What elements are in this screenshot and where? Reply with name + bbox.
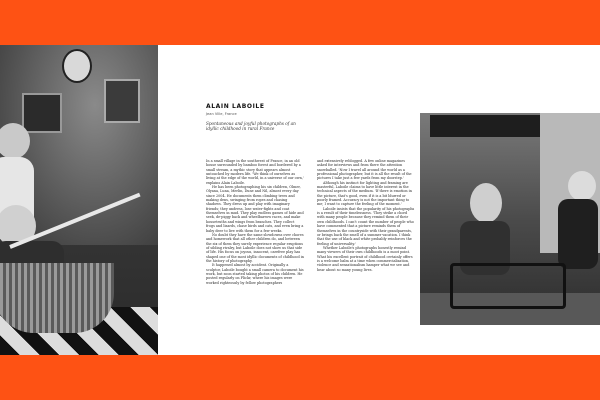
article-column-2	[317, 159, 415, 272]
magazine-spread	[0, 45, 600, 355]
left-photo-children-playing	[0, 45, 158, 355]
wall-clock-icon	[62, 49, 92, 83]
paragraph: Laboile insists that the popularity of his photographs is a result of their timelessness. 'They strike a chord with many people because they remind them of their own childhoods. I can't count the number of people who have commented that a picture reminds them of themselves in the countryside with their grandparents, or brings back the smell of a summer vacation. I think that the use of black and white probably reinforces the feeling of universality.'	[317, 206, 415, 246]
paragraph: No doubt they have the same slowdowns over chores and homework that all other children do, and between the six of them they surely experience regular eruptions of sibling rivalry, but Laboile does not show us that side of life. His focus on joyous, innocent, carefree play has shaped one of the most idyllic documents of childhood in the history of photography.	[206, 232, 304, 263]
article-subtitle: Spontaneous and joyful photographs of an idyllic childhood in rural France	[206, 121, 296, 132]
wicker-basket	[0, 263, 114, 333]
article-column-1	[206, 159, 304, 285]
picture-frame-icon	[104, 79, 140, 123]
paragraph: In a small village in the southwest of France, in an old house surrounded by bamboo forest and bordered by a small stream, a mythic story that appears almost untouched by modern life. 'We think of ourselves as living at the edge of the world, in a universe of our own,' explains Alain Laboile.	[206, 159, 304, 185]
paragraph: and extensively reblogged. A few online magazines asked for interviews and from there the attention snowballed. 'Now I travel all around the world as a professional photographer, but it is all the result of the pictures I take just a few yards from my doorstep.'	[317, 159, 412, 181]
paragraph: It happened almost by accident. Originally a sculptor, Laboile bought a small camera to document his work, but soon started taking photos of his children. He posted regularly on Flickr, where his images were worked righteously by fellow photographers	[206, 263, 304, 285]
right-photo-children-with-cart	[420, 113, 600, 325]
picture-frame-icon	[22, 93, 62, 133]
photographer-location: Jean Ville, France	[206, 112, 237, 116]
paragraph: Although his instinct for lighting and framing are masterful, Laboile claims to have little interest in the technical aspects of the medium. 'If there is emotion in the picture, that's good, even if it is a bit blurred or poorly framed. Accuracy is not the important thing to me; I want to capture the feeling of the moment.'	[317, 180, 412, 207]
photographer-name: ALAIN LABOILE	[206, 103, 265, 110]
wheelbarrow-icon	[450, 263, 566, 309]
paragraph: He has been photographing his six children, Olmer, Olyana, Luna, Merlin, Dune and Nil, almost every day since 2004. He documents them climbing trees and making dens, swinging from ropes and chasing shadows. They dress up and play with imaginary friends; they undress, lose water-fights and coat themselves in mud. They play endless games of hide and seek, de-piggy back and wheelbarrow races, and make housetruths and wings from branches. They collect frogs and lizards, chase birds and cats, and even bring a baby deer to live with them for a few weeks.	[206, 185, 304, 233]
paragraph: Whether Laboile's photographs honestly remind many viewers of their own childhoods is a moot point. What his excellent portrait of childhood certainly offers is a welcome balm at a time when commercialization, violence and sensationalism hamper what we see and hear about so many young lives.	[317, 245, 413, 272]
